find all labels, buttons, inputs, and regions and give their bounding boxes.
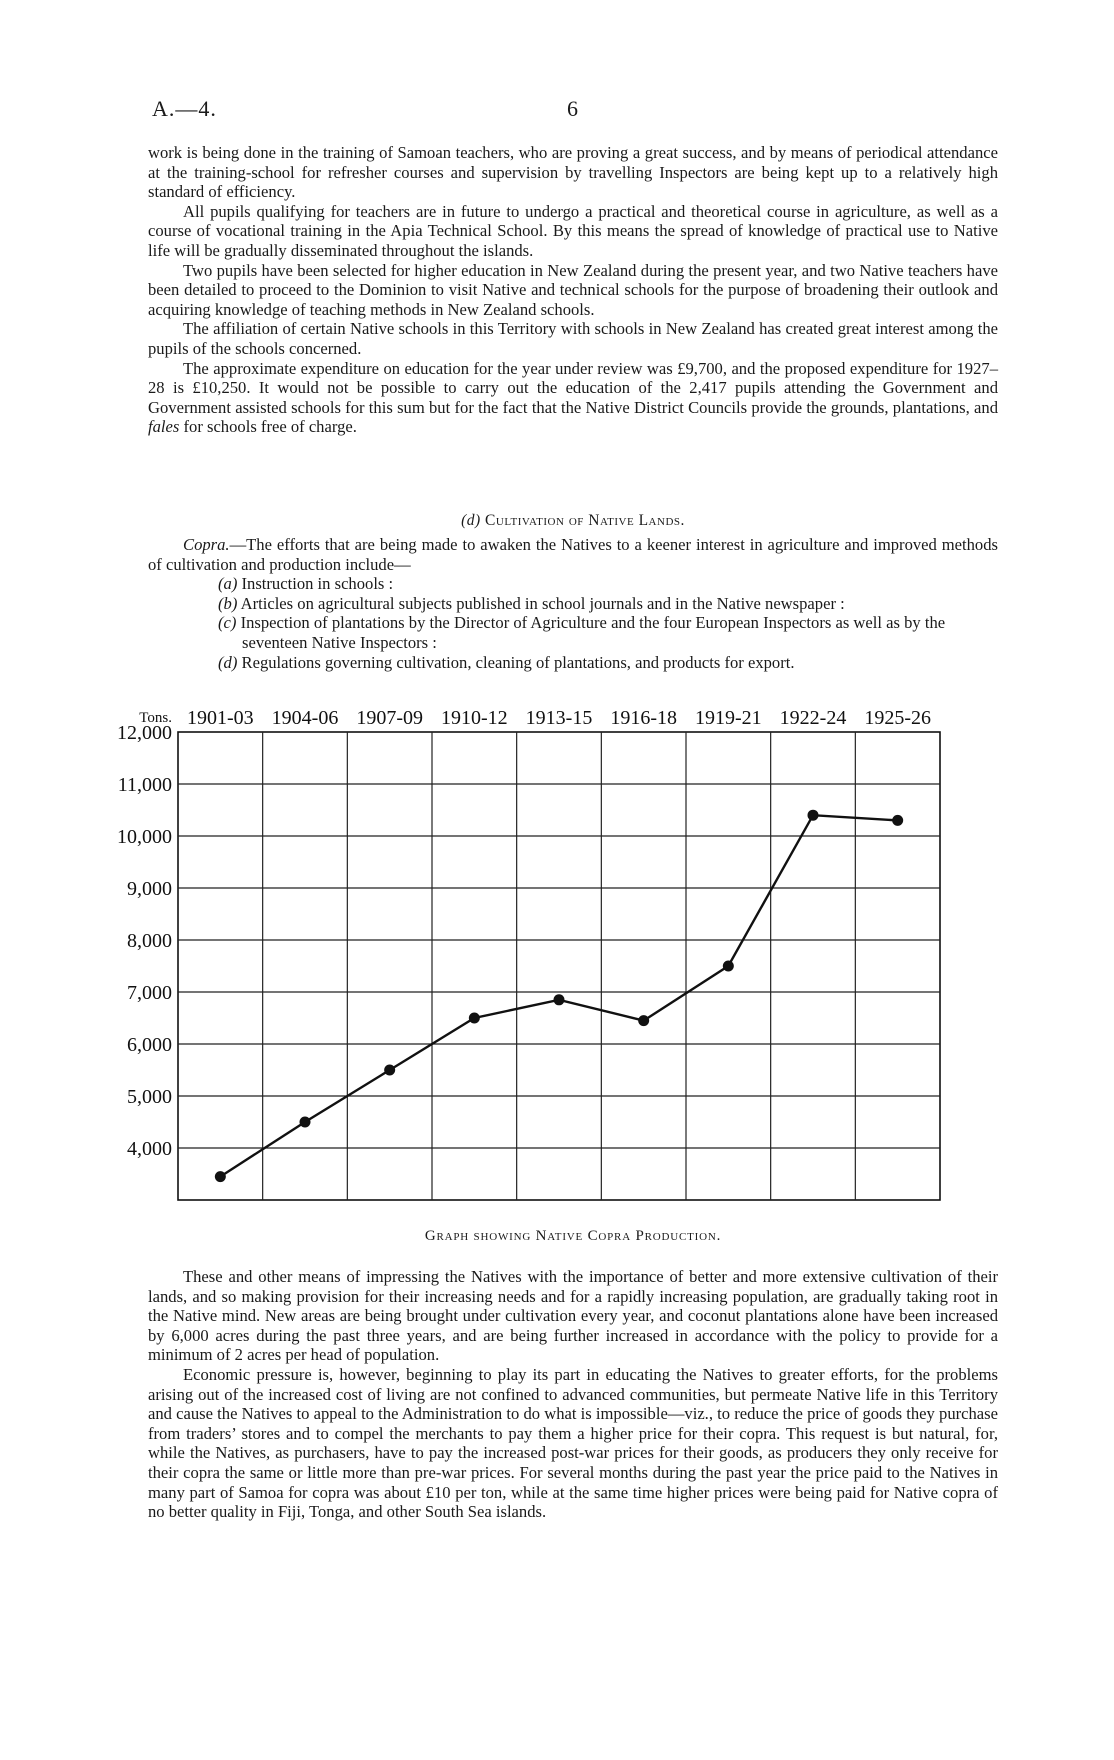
list-item — [218, 653, 998, 673]
y-tick-label: 7,000 — [127, 982, 172, 1004]
y-tick-label: 4,000 — [127, 1138, 172, 1160]
x-category-label: 1904-06 — [271, 707, 339, 729]
x-category-label: 1910-12 — [440, 707, 508, 729]
expenditure-text: The approximate expenditure on education for the year under review was £9,700, and the proposed expenditure for 1927–28 is £10,250. It would not be possible to carry out the education of the 2,417 pupils attending the Government and Government assisted schools for this sum but for the fact that the Native District Councils provide the grounds, plantations, and — [148, 358, 998, 417]
x-category-label: 1922-24 — [779, 707, 847, 729]
section-title: Cultivation of Native Lands. — [485, 512, 685, 529]
y-tick-label: 6,000 — [127, 1034, 172, 1056]
y-tick-label: 5,000 — [127, 1086, 172, 1108]
y-tick-label: 11,000 — [117, 774, 172, 796]
list-item-text: Regulations governing cultivation, cleaning of plantations, and products for export. — [241, 652, 795, 672]
data-point — [469, 1013, 480, 1024]
list-marker: (b) — [218, 593, 238, 613]
data-point — [638, 1015, 649, 1026]
data-point — [384, 1065, 395, 1076]
copra-measures-list — [148, 574, 998, 672]
data-point — [300, 1117, 311, 1128]
list-item-text: Instruction in schools : — [241, 574, 394, 594]
graph-caption: Graph showing Native Copra Production. — [424, 1228, 722, 1244]
data-point — [892, 815, 903, 826]
paragraph-affiliation: The affiliation of certain Native schools in this Territory with schools in New Zealand has created great interest among the pupils of the schools concerned. — [148, 319, 998, 358]
list-item — [218, 613, 998, 652]
top-text-block — [148, 143, 998, 437]
copra-chart-svg — [90, 700, 1050, 1220]
data-point — [215, 1171, 226, 1182]
paragraph-expenditure — [148, 359, 998, 437]
page-number: 6 — [567, 96, 578, 121]
x-category-label: 1916-18 — [610, 707, 678, 729]
bottom-text-block — [148, 1267, 998, 1522]
data-point — [554, 994, 565, 1005]
paragraph-agriculture-course: All pupils qualifying for teachers are in future to undergo a practical and theoretical course in agriculture, as well as a course of vocational training in the Apia Technical School. By this means the spread of knowledge of practical use to Native life will be gradually disseminated throughout the islands. — [148, 201, 998, 260]
document-reference: A.—4. — [152, 96, 217, 121]
data-point — [808, 810, 819, 821]
list-item-text: Articles on agricultural subjects published in school journals and in the Native newspaper : — [240, 593, 845, 613]
list-marker: (a) — [218, 574, 238, 594]
list-item-text: Inspection of plantations by the Director of Agriculture and the four European Inspectors as well as by the seventeen Native Inspectors : — [240, 613, 946, 652]
fales-word: fales — [148, 417, 180, 437]
expenditure-text-end: for schools free of charge. — [179, 417, 357, 437]
x-category-label: 1925-26 — [864, 707, 932, 729]
paragraph-economic-pressure: Economic pressure is, however, beginning to play its part in educating the Natives to greater efforts, for the problems arising out of the increased cost of living are not confined to advanced communities, but permeate Native life in this Territory and cause the Natives to appeal to the Administration to do what is impossible—viz., to reduce the price of goods they purchase from traders’ stores and to compel the merchants to pay them a higher price for their copra. This request is but natural, for, while the Natives, as purchasers, have to pay the increased post-war prices for their goods, as producers they only receive for their copra the same or little more than pre-war prices. For several months during the past year the price paid to the Natives in many part of Samoa for copra was about £10 per ton, while at the same time higher prices were being paid for Native copra of no better quality in Fiji, Tonga, and other South Sea islands. — [148, 1364, 998, 1522]
x-category-label: 1913-15 — [525, 707, 593, 729]
section-letter: (d) — [461, 512, 481, 529]
copra-intro-text: —The efforts that are being made to awaken the Natives to a keener interest in agriculture and improved methods of cultivation and production include— — [148, 535, 998, 574]
section-heading — [148, 512, 998, 530]
list-marker: (d) — [218, 652, 238, 672]
list-item — [218, 594, 998, 614]
copra-graph — [90, 700, 1050, 1220]
page-header — [152, 96, 1012, 126]
paragraph-means: These and other means of impressing the Natives with the importance of better and more extensive cultivation of their lands, and so making provision for their increasing needs and for a rapidly increasing population, are gradually taking root in the Native mind. New areas are being brought under cultivation every year, and coconut plantations alone have been increased by 6,000 acres during the past three years, and are being further increased in accordance with the policy to provide for a minimum of 2 acres per head of population. — [148, 1267, 998, 1365]
y-tick-label: 9,000 — [127, 878, 172, 900]
x-category-label: 1907-09 — [356, 707, 424, 729]
copra-section — [148, 535, 998, 672]
paragraph-training: work is being done in the training of Samoan teachers, who are proving a great success, and by means of periodical attendance at the training-school for refresher courses and supervision by travelling Inspectors are being kept up to a relatively high standard of efficiency. — [148, 143, 998, 202]
list-item — [218, 574, 998, 594]
x-category-label: 1919-21 — [694, 707, 762, 729]
y-axis-label: Tons. — [139, 710, 172, 726]
y-tick-label: 12,000 — [117, 722, 172, 744]
data-point — [723, 961, 734, 972]
copra-lead: Copra. — [183, 535, 230, 554]
list-marker: (c) — [218, 613, 237, 633]
y-tick-label: 10,000 — [117, 826, 172, 848]
paragraph-higher-education: Two pupils have been selected for higher education in New Zealand during the present year, and two Native teachers have been detailed to proceed to the Dominion to visit Native and technical schools for the purpose of broadening their outlook and acquiring knowledge of teaching methods in New Zealand schools. — [148, 260, 998, 319]
copra-intro — [148, 535, 998, 574]
y-tick-label: 8,000 — [127, 930, 172, 952]
x-category-label: 1901-03 — [186, 707, 254, 729]
